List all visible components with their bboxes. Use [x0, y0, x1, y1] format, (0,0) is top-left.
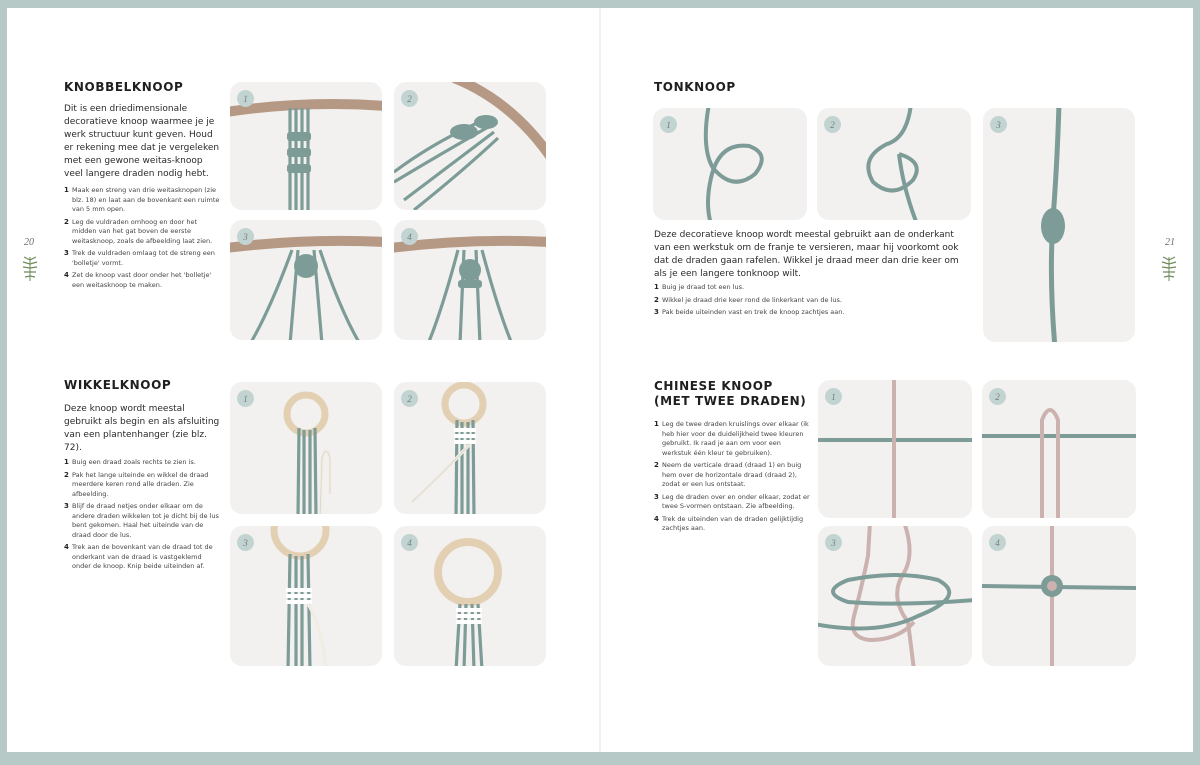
step-item [654, 296, 972, 306]
leaf-icon [20, 254, 40, 282]
step-text: Leg de twee draden kruislings over elkaar (ik heb hier voor de duidelijkheid twee kleuren gebruikt. Ik raad je aan om voor een werkstuk één kleur te gebruiken). [662, 420, 809, 457]
step-badge: 4 [401, 534, 418, 551]
step-badge: 2 [824, 116, 841, 133]
step-item [654, 420, 812, 458]
section-title-knobbelknoop: KNOBBELKNOOP [64, 80, 184, 94]
photo-tonknoop-step-2 [817, 108, 971, 220]
step-item [654, 283, 972, 293]
step-badge: 1 [237, 390, 254, 407]
intro-tonknoop: Deze decoratieve knoop wordt meestal gebruikt aan de onderkant van een werkstuk om de franje te versieren, maar hij voorkomt ook dat de draden gaan rafelen. Wikkel je draad meer dan drie keer om als je een langere tonknoop wilt. [654, 230, 959, 279]
knot-illustration [394, 526, 546, 666]
knot-illustration [982, 526, 1136, 666]
photo-knobbelknoop-step-2 [394, 82, 546, 210]
photo-knobbelknoop-step-4 [394, 220, 546, 340]
step-badge: 3 [990, 116, 1007, 133]
knot-illustration [818, 526, 972, 666]
step-number: 2 [64, 217, 69, 226]
photo-chinese-knoop-step-1 [818, 380, 972, 518]
title-line: CHINESE KNOOP [654, 379, 773, 393]
section-title-chinese-knoop [654, 379, 806, 409]
page-frame-right [1193, 0, 1200, 765]
step-badge: 3 [237, 228, 254, 245]
photo-chinese-knoop-step-4 [982, 526, 1136, 666]
step-number: 4 [64, 543, 69, 551]
step-text: Pak beide uiteinden vast en trek de knoop zachtjes aan. [662, 308, 845, 316]
step-text: Leg de draden over en onder elkaar, zodat er twee S-vormen ontstaan. Zie afbeelding. [662, 492, 810, 510]
step-badge: 4 [401, 228, 418, 245]
step-number: 1 [64, 186, 69, 194]
step-item [64, 502, 222, 540]
step-badge: 4 [989, 534, 1006, 551]
step-badge: 2 [401, 390, 418, 407]
step-text: Buig je draad tot een lus. [662, 283, 745, 291]
photo-chinese-knoop-step-3 [818, 526, 972, 666]
knot-illustration [983, 108, 1135, 342]
step-item [64, 249, 222, 268]
step-text: Pak het lange uiteinde en wikkel de draad meerdere keren rond alle draden. Zie afbeelding. [72, 470, 209, 498]
photo-chinese-knoop-step-2 [982, 380, 1136, 518]
page-number-right: 21 [1165, 237, 1175, 248]
step-item [64, 271, 222, 290]
step-badge: 2 [989, 388, 1006, 405]
leaf-icon [1159, 254, 1179, 282]
step-item [654, 493, 812, 512]
section-title-wikkelknoop: WIKKELKNOOP [64, 378, 172, 392]
step-item [64, 218, 222, 247]
step-item [654, 308, 972, 318]
step-number: 1 [654, 420, 659, 428]
steps-knobbelknoop [64, 186, 222, 293]
step-badge: 1 [660, 116, 677, 133]
step-item [64, 458, 222, 468]
step-text: Blijf de draad netjes onder elkaar om de andere draden wikkelen tot je dicht bij de lus bent gekomen. Haal het uiteinde van de draad door de lus. [72, 502, 219, 539]
knot-illustration [818, 380, 972, 518]
step-badge: 2 [401, 90, 418, 107]
step-number: 4 [64, 271, 69, 279]
intro-knobbelknoop: Dit is een driedimensionale decoratieve knoop waarmee je je werk structuur kunt geven. Houd er rekening mee dat je vergeleken met een gewone weitas-knoop veel langere draden nodig hebt. [64, 104, 220, 179]
step-item [64, 471, 222, 500]
step-number: 4 [654, 514, 659, 523]
step-item [64, 543, 222, 572]
title-line: (MET TWEE DRADEN) [654, 394, 807, 408]
step-item [654, 461, 812, 490]
photo-wikkelknoop-step-3 [230, 526, 382, 666]
step-number: 3 [654, 492, 659, 501]
step-text: Buig een draad zoals rechts te zien is. [72, 458, 196, 466]
photo-tonknoop-step-3 [983, 108, 1135, 342]
step-text: Neem de verticale draad (draad 1) en buig hem over de horizontale draad (draad 2), zodat er een lus ontstaat. [662, 461, 802, 488]
step-number: 3 [64, 249, 69, 257]
photo-wikkelknoop-step-2 [394, 382, 546, 514]
step-text: Wikkel je draad drie keer rond de linkerkant van de lus. [662, 295, 842, 304]
knot-illustration [230, 526, 382, 666]
section-title-tonknoop: TONKNOOP [654, 80, 736, 94]
step-number: 3 [64, 502, 69, 510]
page-frame-bottom [0, 752, 1200, 765]
step-text: Trek de uiteinden van de draden gelijktijdig zachtjes aan. [662, 514, 804, 532]
step-item [654, 515, 812, 534]
intro-wikkelknoop: Deze knoop wordt meestal gebruikt als begin en als afsluiting van een plantenhanger (zie blz. 72). [64, 404, 220, 453]
steps-tonknoop [654, 283, 972, 321]
step-number: 1 [64, 458, 69, 466]
step-number: 2 [654, 461, 659, 469]
photo-knobbelknoop-step-1 [230, 82, 382, 210]
step-number: 1 [654, 283, 659, 291]
step-badge: 1 [237, 90, 254, 107]
step-text: Trek de vuldraden omlaag tot de streng een 'bolletje' vormt. [72, 249, 215, 267]
steps-chinese-knoop [654, 420, 812, 537]
steps-wikkelknoop [64, 458, 222, 575]
book-spine [599, 8, 601, 752]
page-frame-top [0, 0, 1200, 8]
step-number: 3 [654, 308, 659, 316]
page-number-left: 20 [24, 237, 34, 248]
step-badge: 3 [825, 534, 842, 551]
step-text: Leg de vuldraden omhoog en door het midden van het gat boven de eerste weitasknoop, zoals de afbeelding laat zien. [72, 217, 213, 245]
step-badge: 1 [825, 388, 842, 405]
photo-wikkelknoop-step-1 [230, 382, 382, 514]
step-number: 2 [654, 295, 659, 304]
step-text: Maak een streng van drie weitasknopen (zie blz. 18) en laat aan de bovenkant een ruimte van 5 mm open. [72, 186, 220, 213]
step-number: 2 [64, 470, 69, 479]
step-text: Zet de knoop vast door onder het 'bolletje' een weitasknoop te maken. [72, 271, 212, 289]
photo-knobbelknoop-step-3 [230, 220, 382, 340]
step-badge: 3 [237, 534, 254, 551]
photo-wikkelknoop-step-4 [394, 526, 546, 666]
page-frame-left [0, 0, 7, 765]
knot-illustration [982, 380, 1136, 518]
photo-tonknoop-step-1 [653, 108, 807, 220]
step-item [64, 186, 222, 215]
step-text: Trek aan de bovenkant van de draad tot de onderkant van de draad is vastgeklemd onder de knoop. Knip beide uiteinden af. [72, 543, 213, 570]
